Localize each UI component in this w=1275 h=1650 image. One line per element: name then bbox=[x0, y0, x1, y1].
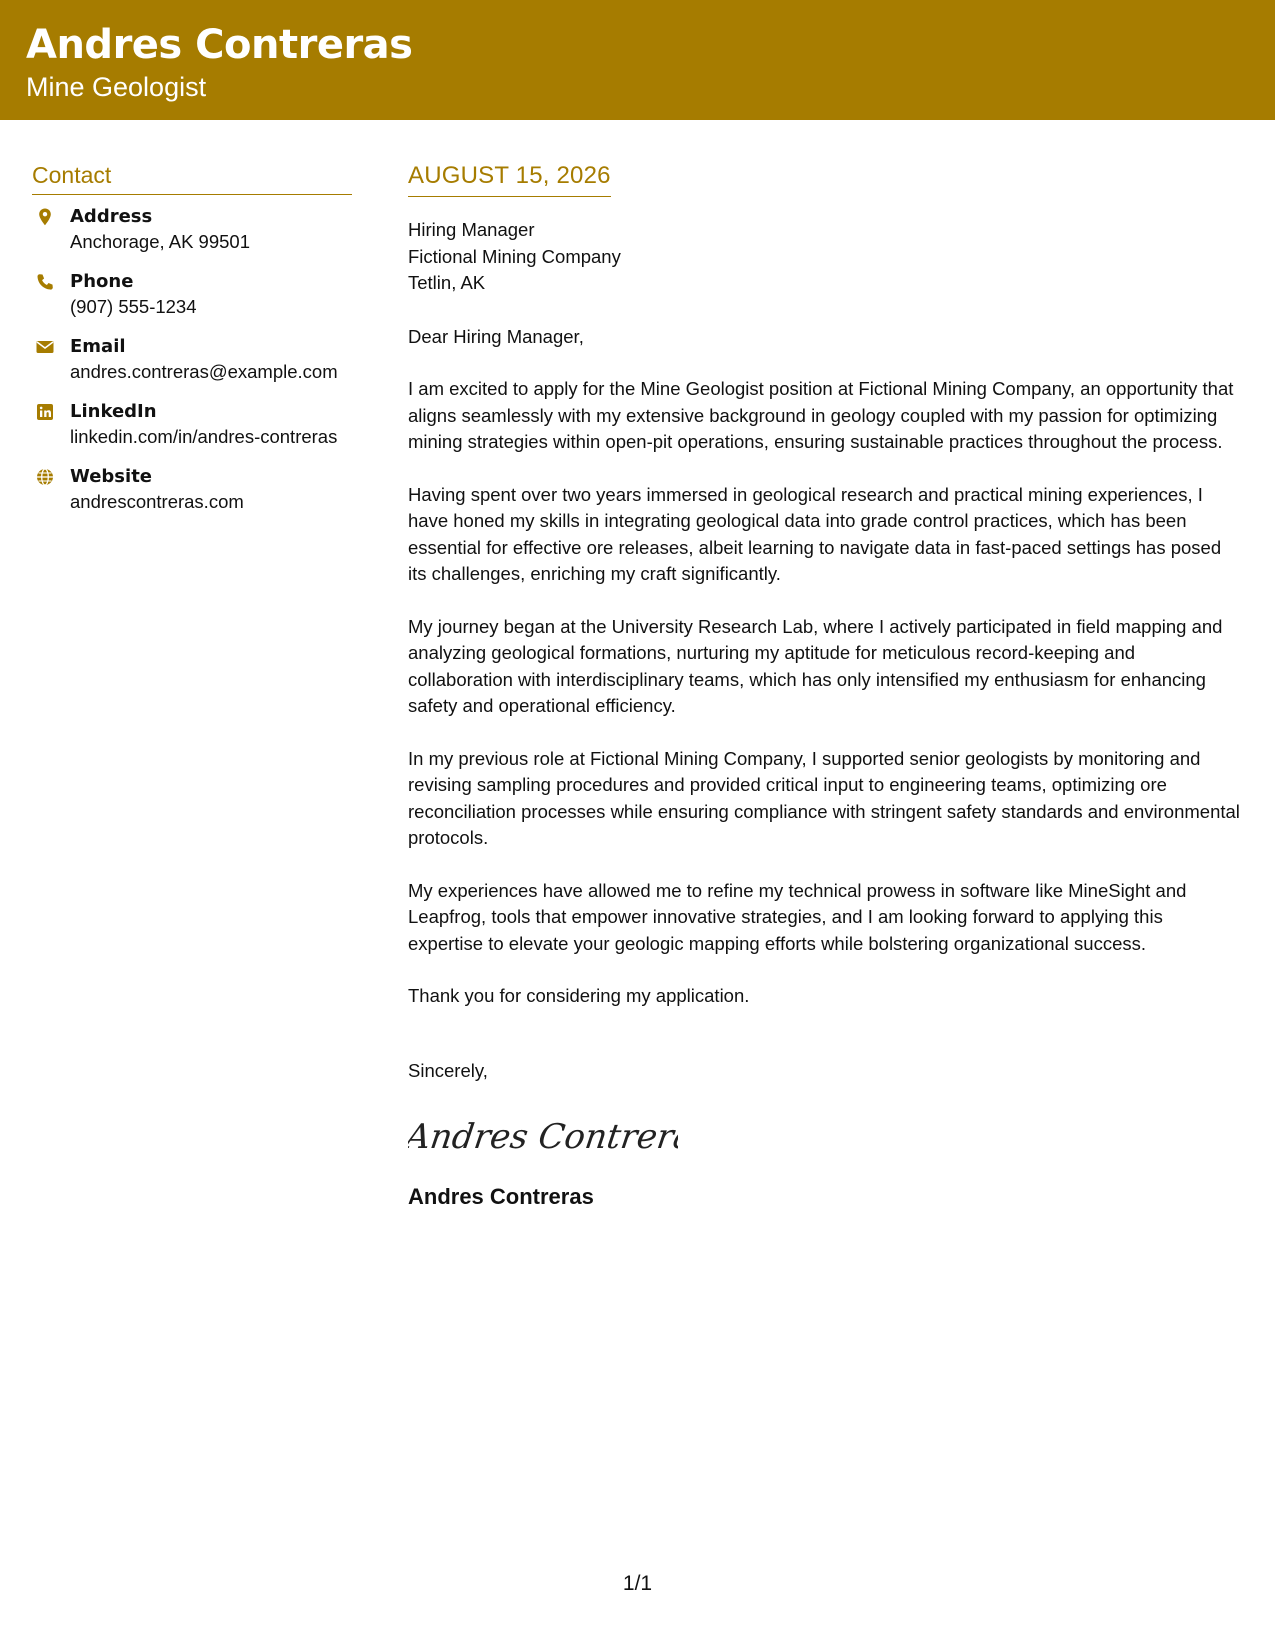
letter-paragraph: In my previous role at Fictional Mining Company, I supported senior geologists by monitoring and revising sampling procedures and provided critical input to engineering teams, optimizing ore reconciliation processes while ensuring compliance with stringent safety standards and environmental protocols. bbox=[408, 747, 1240, 848]
globe-icon bbox=[35, 467, 55, 487]
salutation: Dear Hiring Manager, bbox=[408, 325, 584, 347]
envelope-icon bbox=[35, 337, 55, 357]
letter-body bbox=[408, 162, 1243, 1210]
contact-value: andres.contreras@example.com bbox=[70, 361, 338, 382]
signature-graphic bbox=[408, 1108, 678, 1164]
contact-label: Website bbox=[70, 466, 153, 487]
handwritten-signature bbox=[408, 1108, 1243, 1164]
phone-icon bbox=[35, 272, 55, 292]
letter-paragraph: My journey began at the University Research Lab, where I actively participated in field mapping and analyzing geological formations, nurturing my aptitude for meticulous record-keeping and collaboration with interdisciplinary teams, which has only intensified my enthusiasm for enhancing safety and operational efficiency. bbox=[408, 615, 1223, 716]
recipient-block bbox=[408, 217, 1243, 297]
contact-item-phone bbox=[32, 270, 352, 319]
map-pin-icon bbox=[35, 207, 55, 227]
contact-label: Address bbox=[70, 206, 153, 227]
contact-value: andrescontreras.com bbox=[70, 491, 244, 512]
contact-sidebar bbox=[32, 162, 352, 530]
closing: Sincerely, bbox=[408, 1059, 488, 1081]
recipient-line: Fictional Mining Company bbox=[408, 245, 621, 267]
contact-item-website bbox=[32, 465, 352, 514]
applicant-name: Andres Contreras bbox=[26, 22, 413, 68]
letter-date: AUGUST 15, 2026 bbox=[408, 162, 611, 197]
letter-paragraph: Having spent over two years immersed in geological research and practical mining experiences, I have honed my skills in integrating geological data into grade control practices, which has been essential for effective ore releases, albeit learning to navigate data in fast-paced settings has posed its challenges, enriching my craft significantly. bbox=[408, 483, 1222, 584]
contact-label: Email bbox=[70, 336, 126, 357]
contact-item-address bbox=[32, 205, 352, 254]
recipient-line: Tetlin, AK bbox=[408, 272, 486, 293]
linkedin-icon bbox=[35, 402, 55, 422]
letter-paragraph: Thank you for considering my application. bbox=[408, 985, 750, 1006]
header-banner bbox=[0, 0, 1275, 120]
applicant-title: Mine Geologist bbox=[26, 72, 207, 102]
signature-text: Andres Contrera bbox=[408, 1117, 678, 1157]
contact-value: (907) 555-1234 bbox=[70, 296, 197, 317]
page-number: 1/1 bbox=[622, 1572, 653, 1595]
contact-value: Anchorage, AK 99501 bbox=[70, 231, 251, 252]
recipient-line: Hiring Manager bbox=[408, 219, 535, 240]
contact-value: linkedin.com/in/andres-contreras bbox=[70, 426, 338, 447]
contact-item-email bbox=[32, 335, 352, 384]
contact-item-linkedin bbox=[32, 400, 352, 449]
contact-heading: Contact bbox=[32, 162, 352, 195]
letter-paragraph: My experiences have allowed me to refine my technical prowess in software like MineSight and Leapfrog, tools that empower innovative strategies, and I am looking forward to applying this expertise to elevate your geologic mapping efforts while bolstering organizational success. bbox=[408, 879, 1187, 954]
signer-name: Andres Contreras bbox=[408, 1184, 594, 1209]
contact-label: LinkedIn bbox=[70, 401, 157, 422]
contact-label: Phone bbox=[70, 271, 134, 292]
letter-paragraph: I am excited to apply for the Mine Geologist position at Fictional Mining Company, an opportunity that aligns seamlessly with my extensive background in geology coupled with my passion for optimizing mining strategies within open-pit operations, ensuring sustainable practices throughout the process. bbox=[408, 378, 1234, 452]
